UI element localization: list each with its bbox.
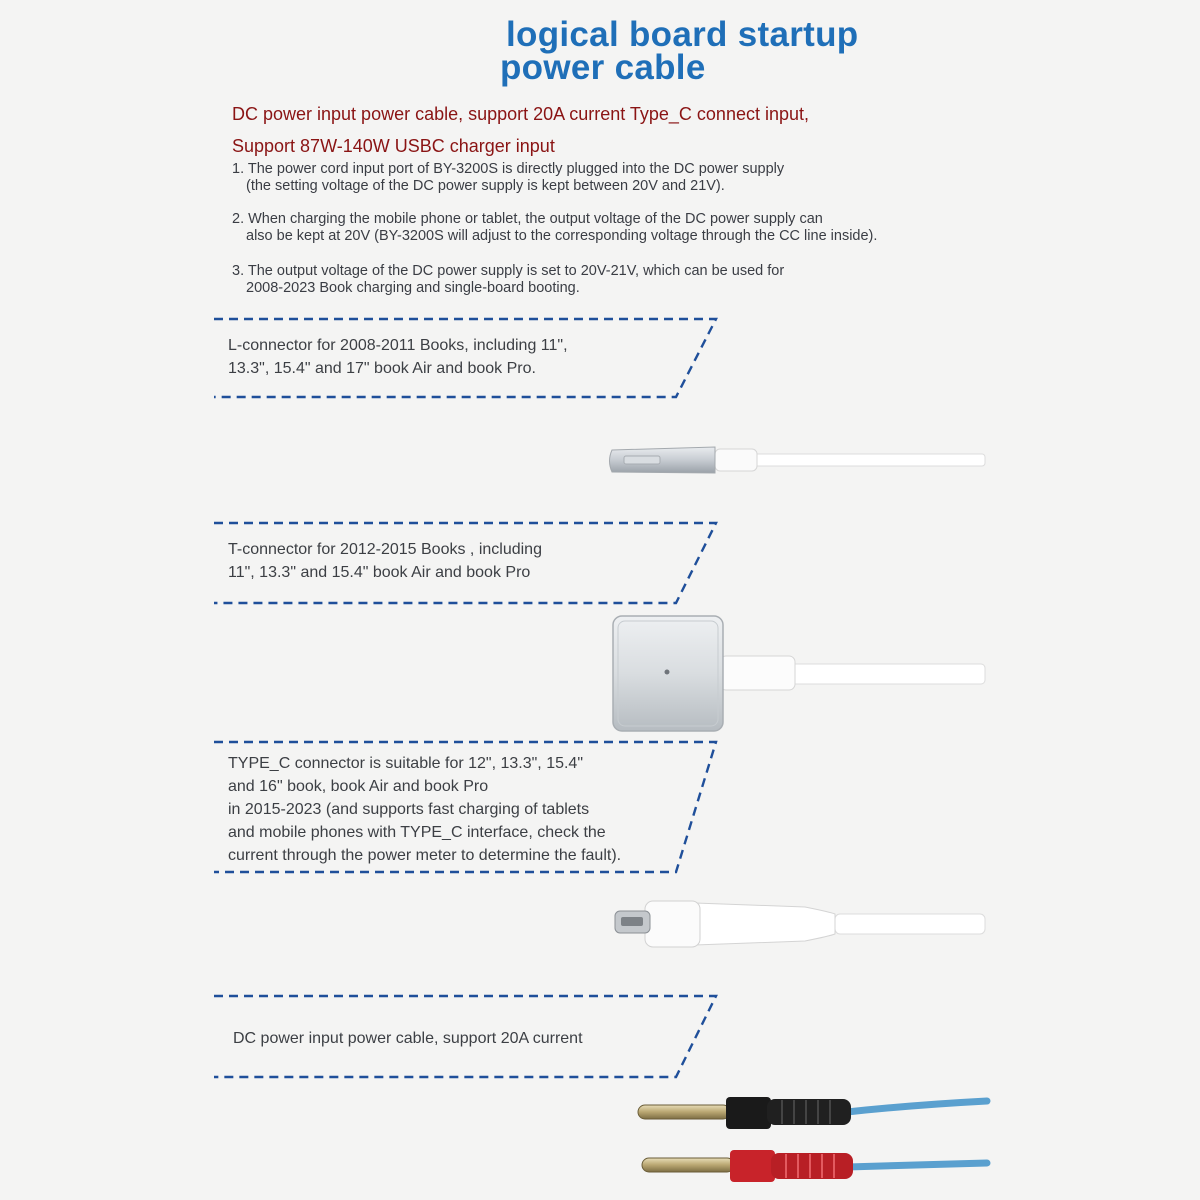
dc-input-label [233,1027,583,1050]
dc-plug-cables-image [632,1085,990,1195]
t-connector-label [228,538,542,584]
t-connector-label-line2: 11", 13.3" and 15.4" book Air and book Pro [228,564,531,581]
note-3-line1: 3. The output voltage of the DC power supply is set to 20V-21V, which can be used for [232,263,785,279]
l-connector-image [600,440,990,490]
note-2-line1: 2. When charging the mobile phone or tablet, the output voltage of the DC power supply can [232,211,823,227]
l-connector-label-line1: L-connector for 2008-2011 Books, including 11", [228,337,568,354]
page-title-line1: logical board startup [506,15,859,54]
l-connector-label-line2: 13.3", 15.4" and 17" book Air and book Pro. [228,360,536,377]
note-3-line2: 2008-2023 Book charging and single-board booting. [246,280,580,296]
typec-label-line4: and mobile phones with TYPE_C interface, check the [228,824,606,841]
typec-connector-image [605,895,990,960]
l-connector-label [228,334,568,380]
subtitle-line2: Support 87W-140W USBC charger input [232,136,555,156]
typec-connector-label [228,752,621,867]
note-2-line2: also be kept at 20V (BY-3200S will adjust to the corresponding voltage through the CC line inside). [246,228,878,244]
note-1-line1: 1. The power cord input port of BY-3200S is directly plugged into the DC power supply [232,161,785,177]
typec-label-line1: TYPE_C connector is suitable for 12", 13.3", 15.4" [228,755,584,772]
subtitle-line1: DC power input power cable, support 20A current Type_C connect input, [232,104,810,124]
typec-label-line3: in 2015-2023 (and supports fast charging of tablets [228,801,590,818]
typec-label-line2: and 16" book, book Air and book Pro [228,778,489,795]
t-connector-image [605,612,990,737]
page-title-line2: power cable [500,48,706,87]
typec-label-line5: current through the power meter to determine the fault). [228,847,622,864]
note-1-line2: (the setting voltage of the DC power supply is kept between 20V and 21V). [246,178,725,194]
t-connector-label-line1: T-connector for 2012-2015 Books , including [228,541,542,558]
dc-input-label-line1: DC power input power cable, support 20A current [233,1030,583,1047]
